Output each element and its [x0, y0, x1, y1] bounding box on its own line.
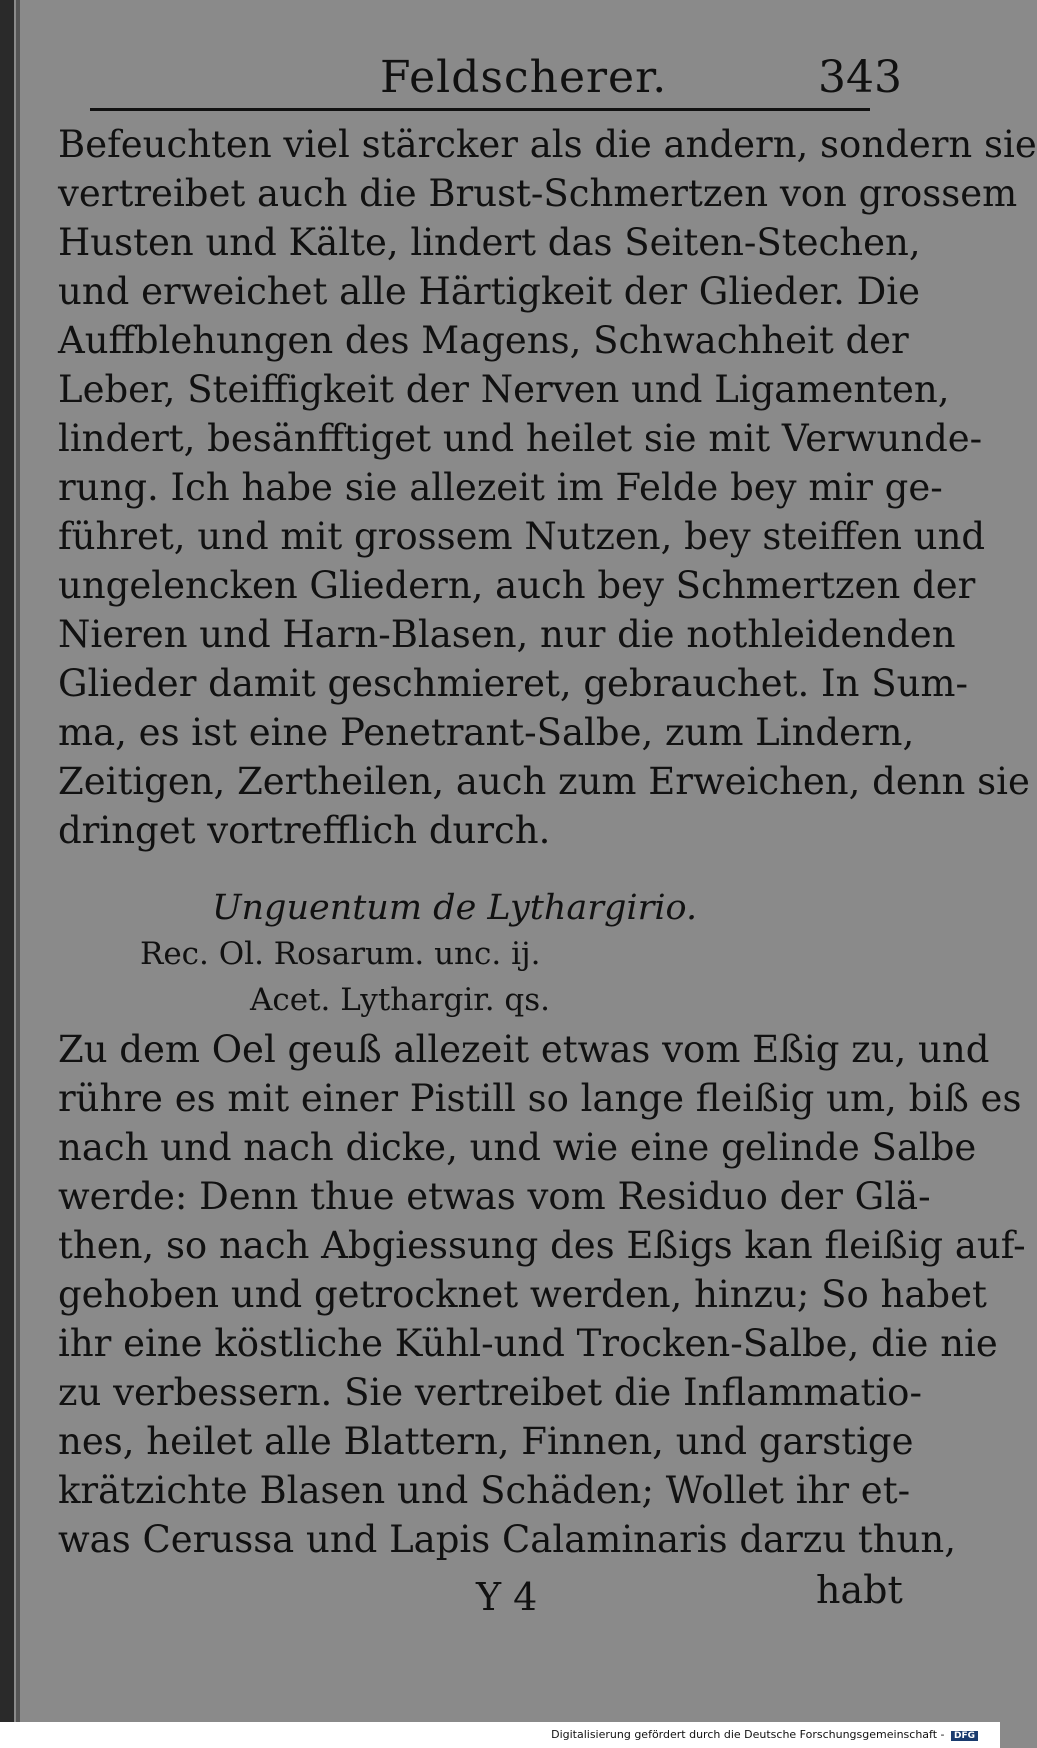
credit-text: Digitalisierung gefördert durch die Deutsche Forschungsgemeinschaft -: [551, 1728, 945, 1741]
recipe-ingredient-1: Rec. Ol. Rosarum. unc. ij.: [140, 936, 541, 972]
text-line: gehoben und getrocknet werden, hinzu; So habet: [58, 1273, 987, 1316]
recipe-title: Unguentum de Lythargirio.: [212, 888, 698, 928]
text-line: Zeitigen, Zertheilen, auch zum Erweichen, denn sie: [58, 760, 1030, 803]
body-paragraph-2: [58, 1025, 1026, 1564]
signature-mark: Y 4: [476, 1575, 538, 1619]
text-line: Nieren und Harn-Blasen, nur die nothleidenden: [58, 613, 956, 656]
text-line: zu verbessern. Sie vertreibet die Inflammatio-: [58, 1371, 922, 1414]
text-line: Zu dem Oel geuß allezeit etwas vom Eßig zu, und: [58, 1028, 990, 1071]
header-rule: [90, 108, 870, 111]
text-line: ma, es ist eine Penetrant-Salbe, zum Lindern,: [58, 711, 915, 754]
text-line: werde: Denn thue etwas vom Residuo der Glä-: [58, 1175, 931, 1218]
digitization-credit: [547, 1727, 982, 1742]
text-line: rung. Ich habe sie allezeit im Felde bey mir ge-: [58, 466, 943, 509]
body-paragraph-1: [58, 120, 1037, 855]
recipe-ingredient-2: Acet. Lythargir. qs.: [250, 982, 551, 1018]
text-line: was Cerussa und Lapis Calaminaris darzu thun,: [58, 1518, 956, 1561]
page-number: 343: [818, 52, 902, 103]
text-line: Husten und Kälte, lindert das Seiten-Stechen,: [58, 221, 921, 264]
text-line: Befeuchten viel stärcker als die andern, sondern sie: [58, 123, 1037, 166]
text-line: vertreibet auch die Brust-Schmertzen von grossem: [58, 172, 1018, 215]
text-line: nes, heilet alle Blattern, Finnen, und garstige: [58, 1420, 914, 1463]
text-line: Leber, Steiffigkeit der Nerven und Ligamenten,: [58, 368, 950, 411]
page-edge-shadow: [0, 0, 14, 1748]
text-line: nach und nach dicke, und wie eine gelinde Salbe: [58, 1126, 977, 1169]
text-line: then, so nach Abgiessung des Eßigs kan fleißig auf-: [58, 1224, 1026, 1267]
text-line: dringet vortrefflich durch.: [58, 809, 551, 852]
dfg-logo: DFG: [951, 1731, 978, 1741]
text-line: und erweichet alle Härtigkeit der Glieder. Die: [58, 270, 921, 313]
text-line: rühre es mit einer Pistill so lange fleißig um, biß es: [58, 1077, 1022, 1120]
running-head: Feldscherer.: [380, 52, 668, 103]
text-line: Glieder damit geschmieret, gebrauchet. In Sum-: [58, 662, 969, 705]
text-line: lindert, besänfftiget und heilet sie mit Verwunde-: [58, 417, 983, 460]
text-line: führet, und mit grossem Nutzen, bey steiffen und: [58, 515, 986, 558]
text-line: krätzichte Blasen und Schäden; Wollet ihr et-: [58, 1469, 911, 1512]
text-line: ihr eine köstliche Kühl-und Trocken-Salbe, die nie: [58, 1322, 998, 1365]
text-line: ungelencken Gliedern, auch bey Schmertzen der: [58, 564, 976, 607]
text-line: Auffblehungen des Magens, Schwachheit der: [58, 319, 909, 362]
catchword: habt: [816, 1568, 903, 1612]
page-edge-line: [16, 0, 20, 1748]
